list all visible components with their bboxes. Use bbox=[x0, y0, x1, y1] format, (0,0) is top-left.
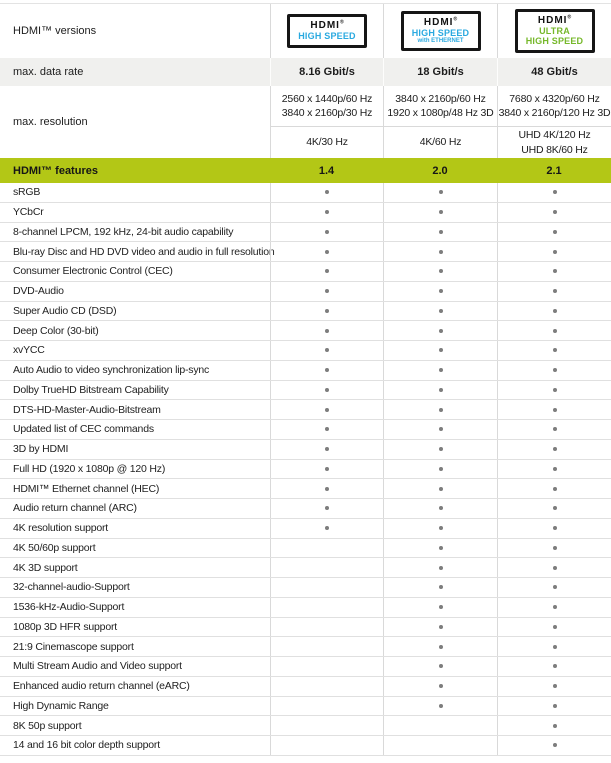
feature-row bbox=[0, 440, 611, 460]
feature-support-cell bbox=[497, 716, 611, 735]
feature-support-cell bbox=[383, 558, 497, 577]
feature-label: 21:9 Cinemascope support bbox=[13, 640, 134, 653]
features-header-label: HDMI™ features bbox=[13, 164, 98, 177]
support-dot-icon bbox=[439, 388, 443, 392]
feature-support-cell bbox=[383, 519, 497, 538]
feature-row bbox=[0, 183, 611, 203]
feature-row bbox=[0, 223, 611, 243]
feature-support-cell bbox=[497, 420, 611, 439]
feature-label: Full HD (1920 x 1080p @ 120 Hz) bbox=[13, 462, 166, 475]
feature-support-cell bbox=[270, 539, 383, 558]
support-dot-icon bbox=[325, 487, 329, 491]
feature-support-cell bbox=[270, 183, 383, 202]
feature-row bbox=[0, 637, 611, 657]
support-dot-icon bbox=[325, 526, 329, 530]
hdmi-logo: HDMI® bbox=[310, 19, 344, 31]
feature-row bbox=[0, 262, 611, 282]
feature-label: HDMI™ Ethernet channel (HEC) bbox=[13, 482, 160, 495]
feature-support-cell bbox=[270, 242, 383, 261]
support-dot-icon bbox=[439, 230, 443, 234]
feature-row bbox=[0, 381, 611, 401]
support-dot-icon bbox=[439, 250, 443, 254]
feature-support-cell bbox=[497, 558, 611, 577]
support-dot-icon bbox=[553, 408, 557, 412]
feature-label: 1536-kHz-Audio-Support bbox=[13, 601, 125, 614]
support-dot-icon bbox=[553, 190, 557, 194]
feature-support-cell bbox=[383, 637, 497, 656]
feature-support-cell bbox=[270, 440, 383, 459]
trademark-mark: ® bbox=[567, 14, 572, 21]
feature-support-cell bbox=[383, 736, 497, 755]
support-dot-icon bbox=[439, 269, 443, 273]
support-dot-icon bbox=[325, 506, 329, 510]
support-dot-icon bbox=[325, 388, 329, 392]
feature-support-cell bbox=[497, 657, 611, 676]
feature-label: 14 and 16 bit color depth support bbox=[13, 739, 160, 752]
hdmi-logo: HDMI® bbox=[537, 14, 572, 26]
feature-support-cell bbox=[497, 183, 611, 202]
resolution-cell-2-0 bbox=[383, 86, 497, 158]
feature-support-cell bbox=[497, 499, 611, 518]
feature-support-cell bbox=[270, 282, 383, 301]
resolution-native: 2560 x 1440p/60 Hz 3840 x 2160p/30 Hz bbox=[271, 86, 383, 127]
feature-support-cell bbox=[270, 618, 383, 637]
support-dot-icon bbox=[439, 408, 443, 412]
feature-support-cell bbox=[270, 420, 383, 439]
data-rate-label: max. data rate bbox=[13, 66, 84, 78]
support-dot-icon bbox=[325, 329, 329, 333]
support-dot-icon bbox=[553, 605, 557, 609]
feature-row bbox=[0, 558, 611, 578]
feature-support-cell bbox=[383, 578, 497, 597]
feature-support-cell bbox=[497, 539, 611, 558]
support-dot-icon bbox=[439, 645, 443, 649]
resolution-summary: UHD 4K/120 Hz UHD 8K/60 Hz bbox=[518, 129, 591, 156]
support-dot-icon bbox=[439, 546, 443, 550]
feature-row bbox=[0, 657, 611, 677]
badge-ethernet-label: with ETHERNET bbox=[417, 37, 464, 44]
feature-support-cell bbox=[383, 479, 497, 498]
features-header-row bbox=[0, 158, 611, 183]
feature-support-cell bbox=[497, 381, 611, 400]
feature-support-cell bbox=[383, 183, 497, 202]
feature-row bbox=[0, 282, 611, 302]
feature-support-cell bbox=[270, 262, 383, 281]
support-dot-icon bbox=[553, 546, 557, 550]
feature-row bbox=[0, 420, 611, 440]
support-dot-icon bbox=[439, 447, 443, 451]
feature-support-cell bbox=[497, 302, 611, 321]
feature-support-cell bbox=[383, 302, 497, 321]
feature-label: 8-channel LPCM, 192 kHz, 24-bit audio capability bbox=[13, 225, 234, 238]
feature-support-cell bbox=[497, 519, 611, 538]
support-dot-icon bbox=[553, 230, 557, 234]
support-dot-icon bbox=[439, 487, 443, 491]
badge-speed-label: HIGH SPEED bbox=[525, 36, 584, 47]
feature-support-cell bbox=[497, 697, 611, 716]
support-dot-icon bbox=[439, 704, 443, 708]
support-dot-icon bbox=[553, 348, 557, 352]
feature-row bbox=[0, 618, 611, 638]
feature-support-cell bbox=[270, 637, 383, 656]
support-dot-icon bbox=[553, 210, 557, 214]
feature-row bbox=[0, 736, 611, 756]
feature-support-cell bbox=[497, 637, 611, 656]
feature-support-cell bbox=[270, 479, 383, 498]
feature-row bbox=[0, 539, 611, 559]
support-dot-icon bbox=[553, 427, 557, 431]
feature-support-cell bbox=[270, 598, 383, 617]
feature-support-cell bbox=[383, 539, 497, 558]
support-dot-icon bbox=[325, 427, 329, 431]
feature-support-cell bbox=[383, 341, 497, 360]
support-dot-icon bbox=[325, 210, 329, 214]
feature-label: Consumer Electronic Control (CEC) bbox=[13, 265, 173, 278]
support-dot-icon bbox=[553, 506, 557, 510]
feature-support-cell bbox=[383, 381, 497, 400]
feature-label: DVD-Audio bbox=[13, 285, 64, 298]
support-dot-icon bbox=[325, 269, 329, 273]
support-dot-icon bbox=[553, 388, 557, 392]
badge-cell-high-speed-ethernet bbox=[383, 4, 497, 58]
feature-support-cell bbox=[270, 361, 383, 380]
feature-row bbox=[0, 479, 611, 499]
feature-row bbox=[0, 321, 611, 341]
feature-label: Updated list of CEC commands bbox=[13, 423, 154, 436]
support-dot-icon bbox=[553, 526, 557, 530]
feature-row bbox=[0, 361, 611, 381]
feature-label: 4K resolution support bbox=[13, 522, 109, 535]
feature-support-cell bbox=[497, 262, 611, 281]
feature-support-cell bbox=[497, 578, 611, 597]
resolution-native: 7680 x 4320p/60 Hz 3840 x 2160p/120 Hz 3D bbox=[498, 86, 611, 127]
badge-cell-ultra-high-speed bbox=[497, 4, 611, 58]
support-dot-icon bbox=[439, 585, 443, 589]
data-rate-value: 8.16 Gbit/s bbox=[270, 58, 383, 86]
feature-support-cell bbox=[497, 242, 611, 261]
support-dot-icon bbox=[553, 487, 557, 491]
feature-row bbox=[0, 242, 611, 262]
resolution-cell-1-4 bbox=[270, 86, 383, 158]
versions-row bbox=[0, 4, 611, 58]
support-dot-icon bbox=[439, 664, 443, 668]
support-dot-icon bbox=[325, 467, 329, 471]
feature-row bbox=[0, 519, 611, 539]
support-dot-icon bbox=[553, 724, 557, 728]
support-dot-icon bbox=[553, 368, 557, 372]
feature-row bbox=[0, 400, 611, 420]
feature-support-cell bbox=[383, 400, 497, 419]
badge-speed-label: HIGH SPEED bbox=[411, 27, 470, 38]
support-dot-icon bbox=[439, 427, 443, 431]
feature-label: High Dynamic Range bbox=[13, 699, 109, 712]
support-dot-icon bbox=[439, 289, 443, 293]
support-dot-icon bbox=[553, 645, 557, 649]
feature-support-cell bbox=[383, 420, 497, 439]
resolution-row bbox=[0, 86, 611, 158]
feature-label: 32-channel-audio-Support bbox=[13, 581, 130, 594]
feature-support-cell bbox=[270, 460, 383, 479]
support-dot-icon bbox=[325, 309, 329, 313]
feature-support-cell bbox=[270, 499, 383, 518]
feature-support-cell bbox=[497, 223, 611, 242]
support-dot-icon bbox=[439, 467, 443, 471]
feature-row bbox=[0, 716, 611, 736]
feature-support-cell bbox=[270, 716, 383, 735]
support-dot-icon bbox=[325, 368, 329, 372]
feature-support-cell bbox=[383, 460, 497, 479]
hdmi-ultra-high-speed-badge-icon bbox=[515, 9, 595, 53]
version-number: 2.1 bbox=[546, 164, 562, 177]
support-dot-icon bbox=[439, 210, 443, 214]
support-dot-icon bbox=[553, 664, 557, 668]
feature-support-cell bbox=[270, 677, 383, 696]
feature-support-cell bbox=[497, 341, 611, 360]
feature-label: 1080p 3D HFR support bbox=[13, 620, 117, 633]
support-dot-icon bbox=[553, 269, 557, 273]
feature-support-cell bbox=[270, 519, 383, 538]
support-dot-icon bbox=[553, 250, 557, 254]
resolution-summary: 4K/30 Hz bbox=[306, 136, 348, 149]
feature-row bbox=[0, 578, 611, 598]
support-dot-icon bbox=[553, 329, 557, 333]
feature-support-cell bbox=[383, 282, 497, 301]
feature-support-cell bbox=[270, 657, 383, 676]
support-dot-icon bbox=[553, 585, 557, 589]
feature-label: Auto Audio to video synchronization lip-sync bbox=[13, 364, 210, 377]
feature-row bbox=[0, 302, 611, 322]
support-dot-icon bbox=[325, 230, 329, 234]
feature-support-cell bbox=[497, 282, 611, 301]
support-dot-icon bbox=[553, 684, 557, 688]
resolution-label: max. resolution bbox=[13, 116, 88, 128]
support-dot-icon bbox=[325, 190, 329, 194]
feature-label: xvYCC bbox=[13, 344, 45, 357]
feature-row bbox=[0, 677, 611, 697]
feature-support-cell bbox=[497, 440, 611, 459]
resolution-native: 3840 x 2160p/60 Hz 1920 x 1080p/48 Hz 3D bbox=[384, 86, 497, 127]
data-rate-row bbox=[0, 58, 611, 86]
feature-support-cell bbox=[270, 321, 383, 340]
version-number: 2.0 bbox=[432, 164, 448, 177]
features-body bbox=[0, 183, 611, 756]
support-dot-icon bbox=[553, 704, 557, 708]
support-dot-icon bbox=[439, 329, 443, 333]
support-dot-icon bbox=[325, 447, 329, 451]
support-dot-icon bbox=[553, 289, 557, 293]
feature-support-cell bbox=[383, 677, 497, 696]
feature-row bbox=[0, 499, 611, 519]
support-dot-icon bbox=[439, 684, 443, 688]
support-dot-icon bbox=[439, 368, 443, 372]
feature-support-cell bbox=[270, 558, 383, 577]
feature-support-cell bbox=[383, 321, 497, 340]
feature-label: 8K 50p support bbox=[13, 719, 82, 732]
feature-support-cell bbox=[497, 598, 611, 617]
hdmi-comparison-table bbox=[0, 3, 611, 756]
support-dot-icon bbox=[553, 625, 557, 629]
feature-row bbox=[0, 203, 611, 223]
feature-label: DTS-HD-Master-Audio-Bitstream bbox=[13, 403, 161, 416]
feature-support-cell bbox=[497, 203, 611, 222]
feature-label: Enhanced audio return channel (eARC) bbox=[13, 680, 190, 693]
feature-row bbox=[0, 341, 611, 361]
hdmi-high-speed-ethernet-badge-icon bbox=[401, 11, 481, 52]
badge-speed-label: ULTRA bbox=[539, 26, 570, 37]
support-dot-icon bbox=[553, 447, 557, 451]
support-dot-icon bbox=[439, 625, 443, 629]
support-dot-icon bbox=[553, 309, 557, 313]
feature-support-cell bbox=[383, 262, 497, 281]
support-dot-icon bbox=[439, 309, 443, 313]
data-rate-value: 48 Gbit/s bbox=[497, 58, 611, 86]
support-dot-icon bbox=[325, 348, 329, 352]
feature-support-cell bbox=[497, 361, 611, 380]
hdmi-high-speed-badge-icon bbox=[287, 14, 367, 48]
feature-support-cell bbox=[270, 578, 383, 597]
support-dot-icon bbox=[439, 566, 443, 570]
feature-label: Super Audio CD (DSD) bbox=[13, 304, 117, 317]
feature-row bbox=[0, 697, 611, 717]
support-dot-icon bbox=[553, 467, 557, 471]
support-dot-icon bbox=[439, 190, 443, 194]
feature-support-cell bbox=[270, 400, 383, 419]
support-dot-icon bbox=[325, 289, 329, 293]
feature-support-cell bbox=[270, 697, 383, 716]
trademark-mark: ® bbox=[453, 16, 458, 23]
feature-row bbox=[0, 598, 611, 618]
feature-support-cell bbox=[497, 460, 611, 479]
feature-support-cell bbox=[383, 598, 497, 617]
feature-label: Audio return channel (ARC) bbox=[13, 502, 137, 515]
feature-support-cell bbox=[270, 203, 383, 222]
feature-row bbox=[0, 460, 611, 480]
support-dot-icon bbox=[439, 506, 443, 510]
support-dot-icon bbox=[553, 743, 557, 747]
feature-support-cell bbox=[497, 677, 611, 696]
feature-support-cell bbox=[497, 321, 611, 340]
resolution-summary: 4K/60 Hz bbox=[419, 136, 462, 149]
feature-support-cell bbox=[270, 341, 383, 360]
support-dot-icon bbox=[325, 408, 329, 412]
support-dot-icon bbox=[325, 250, 329, 254]
data-rate-value: 18 Gbit/s bbox=[383, 58, 497, 86]
feature-label: 3D by HDMI bbox=[13, 443, 69, 456]
support-dot-icon bbox=[439, 605, 443, 609]
feature-label: 4K 3D support bbox=[13, 561, 78, 574]
feature-support-cell bbox=[383, 361, 497, 380]
feature-support-cell bbox=[270, 381, 383, 400]
feature-support-cell bbox=[383, 499, 497, 518]
resolution-cell-2-1 bbox=[497, 86, 611, 158]
feature-support-cell bbox=[270, 736, 383, 755]
badge-speed-label: HIGH SPEED bbox=[298, 31, 356, 42]
hdmi-logo: HDMI® bbox=[423, 16, 458, 28]
trademark-mark: ® bbox=[339, 19, 344, 26]
feature-label: Multi Stream Audio and Video support bbox=[13, 660, 182, 673]
version-number: 1.4 bbox=[318, 164, 335, 177]
feature-label: Dolby TrueHD Bitstream Capability bbox=[13, 383, 169, 396]
versions-label: HDMI™ versions bbox=[13, 25, 97, 37]
feature-support-cell bbox=[497, 618, 611, 637]
feature-support-cell bbox=[383, 242, 497, 261]
feature-support-cell bbox=[383, 223, 497, 242]
support-dot-icon bbox=[439, 526, 443, 530]
feature-label: Blu-ray Disc and HD DVD video and audio in full resolution bbox=[13, 245, 275, 258]
badge-cell-high-speed bbox=[270, 4, 383, 58]
feature-label: YCbCr bbox=[13, 206, 44, 219]
feature-support-cell bbox=[270, 223, 383, 242]
feature-label: 4K 50/60p support bbox=[13, 541, 96, 554]
feature-support-cell bbox=[497, 479, 611, 498]
feature-support-cell bbox=[383, 697, 497, 716]
feature-label: sRGB bbox=[13, 186, 41, 199]
feature-support-cell bbox=[383, 657, 497, 676]
feature-support-cell bbox=[383, 203, 497, 222]
feature-support-cell bbox=[383, 440, 497, 459]
feature-label: Deep Color (30-bit) bbox=[13, 324, 99, 337]
feature-support-cell bbox=[270, 302, 383, 321]
feature-support-cell bbox=[497, 736, 611, 755]
feature-support-cell bbox=[383, 716, 497, 735]
support-dot-icon bbox=[439, 348, 443, 352]
feature-support-cell bbox=[383, 618, 497, 637]
support-dot-icon bbox=[553, 566, 557, 570]
feature-support-cell bbox=[497, 400, 611, 419]
